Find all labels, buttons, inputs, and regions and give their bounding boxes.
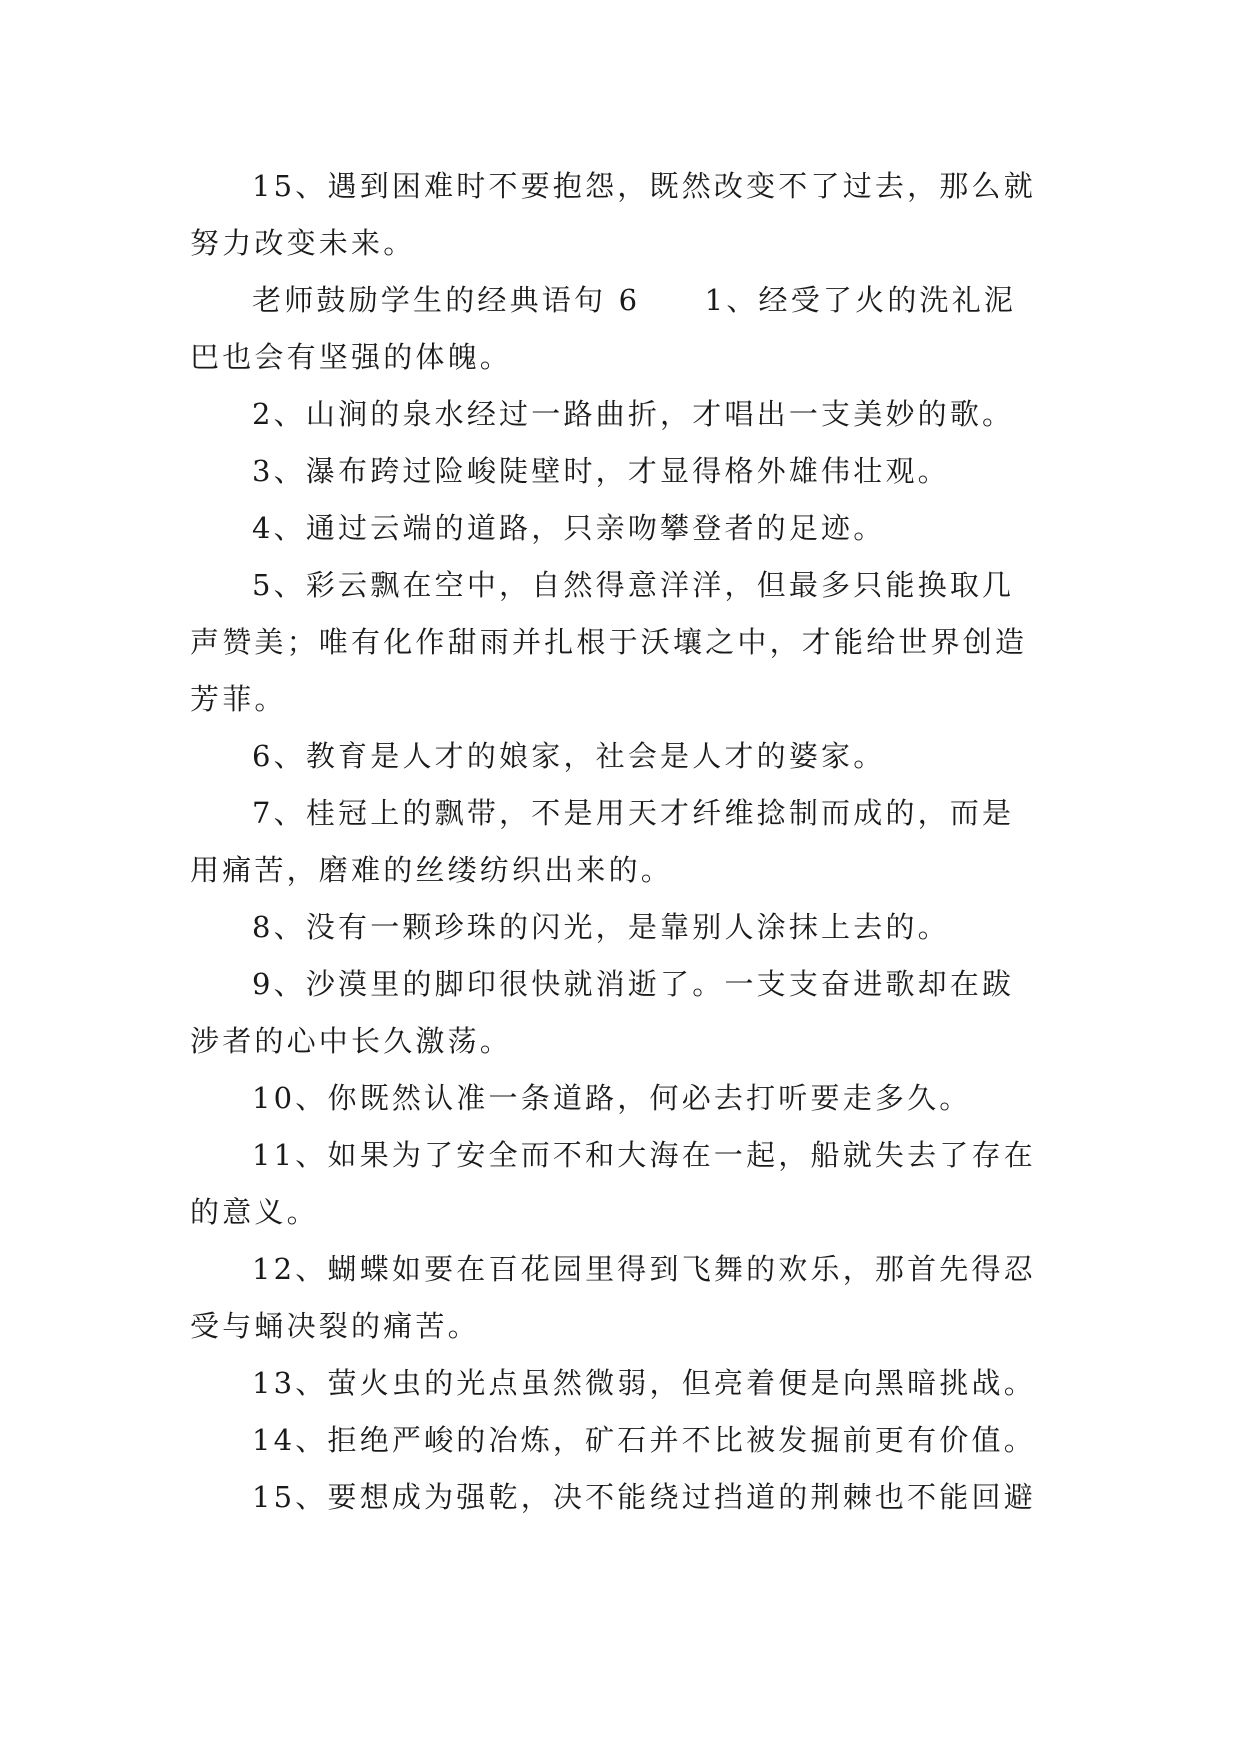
paragraph-line: 2、山涧的泉水经过一路曲折，才唱出一支美妙的歌。 [252, 397, 1015, 431]
paragraph-line: 7、桂冠上的飘带，不是用天才纤维捻制而成的，而是 [252, 796, 1015, 830]
paragraph-line: 受与蛹决裂的痛苦。 [190, 1309, 480, 1343]
paragraph-line: 13、萤火虫的光点虽然微弱，但亮着便是向黑暗挑战。 [252, 1366, 1036, 1400]
paragraph-line: 声赞美；唯有化作甜雨并扎根于沃壤之中，才能给世界创造 [190, 625, 1028, 659]
paragraph-line: 11、如果为了安全而不和大海在一起，船就失去了存在 [252, 1138, 1036, 1172]
paragraph-line: 6、教育是人才的娘家，社会是人才的婆家。 [252, 739, 886, 773]
paragraph-line: 涉者的心中长久激荡。 [190, 1024, 513, 1058]
paragraph-line: 14、拒绝严峻的冶炼，矿石并不比被发掘前更有价值。 [252, 1423, 1036, 1457]
paragraph-line: 15、要想成为强乾，决不能绕过挡道的荆棘也不能回避 [252, 1480, 1036, 1514]
paragraph-line: 10、你既然认准一条道路，何必去打听要走多久。 [252, 1081, 972, 1115]
paragraph-line: 5、彩云飘在空中，自然得意洋洋，但最多只能换取几 [252, 568, 1015, 602]
paragraph-line: 8、没有一颗珍珠的闪光，是靠别人涂抹上去的。 [252, 910, 950, 944]
paragraph-line: 15、遇到困难时不要抱怨，既然改变不了过去，那么就 [252, 169, 1036, 203]
paragraph-line: 努力改变未来。 [190, 226, 416, 260]
paragraph-line: 12、蝴蝶如要在百花园里得到飞舞的欢乐，那首先得忍 [252, 1252, 1036, 1286]
paragraph-line: 3、瀑布跨过险峻陡壁时，才显得格外雄伟壮观。 [252, 454, 950, 488]
paragraph-line: 4、通过云端的道路，只亲吻攀登者的足迹。 [252, 511, 886, 545]
paragraph-line: 用痛苦，磨难的丝缕纺织出来的。 [190, 853, 674, 887]
paragraph-line: 的意义。 [190, 1195, 319, 1229]
section-heading-line: 老师鼓励学生的经典语句 6 1、经受了火的洗礼泥 [252, 283, 1017, 317]
paragraph-line: 巴也会有坚强的体魄。 [190, 340, 513, 374]
paragraph-line: 9、沙漠里的脚印很快就消逝了。一支支奋进歌却在跋 [252, 967, 1015, 1001]
paragraph-line: 芳菲。 [190, 682, 287, 716]
